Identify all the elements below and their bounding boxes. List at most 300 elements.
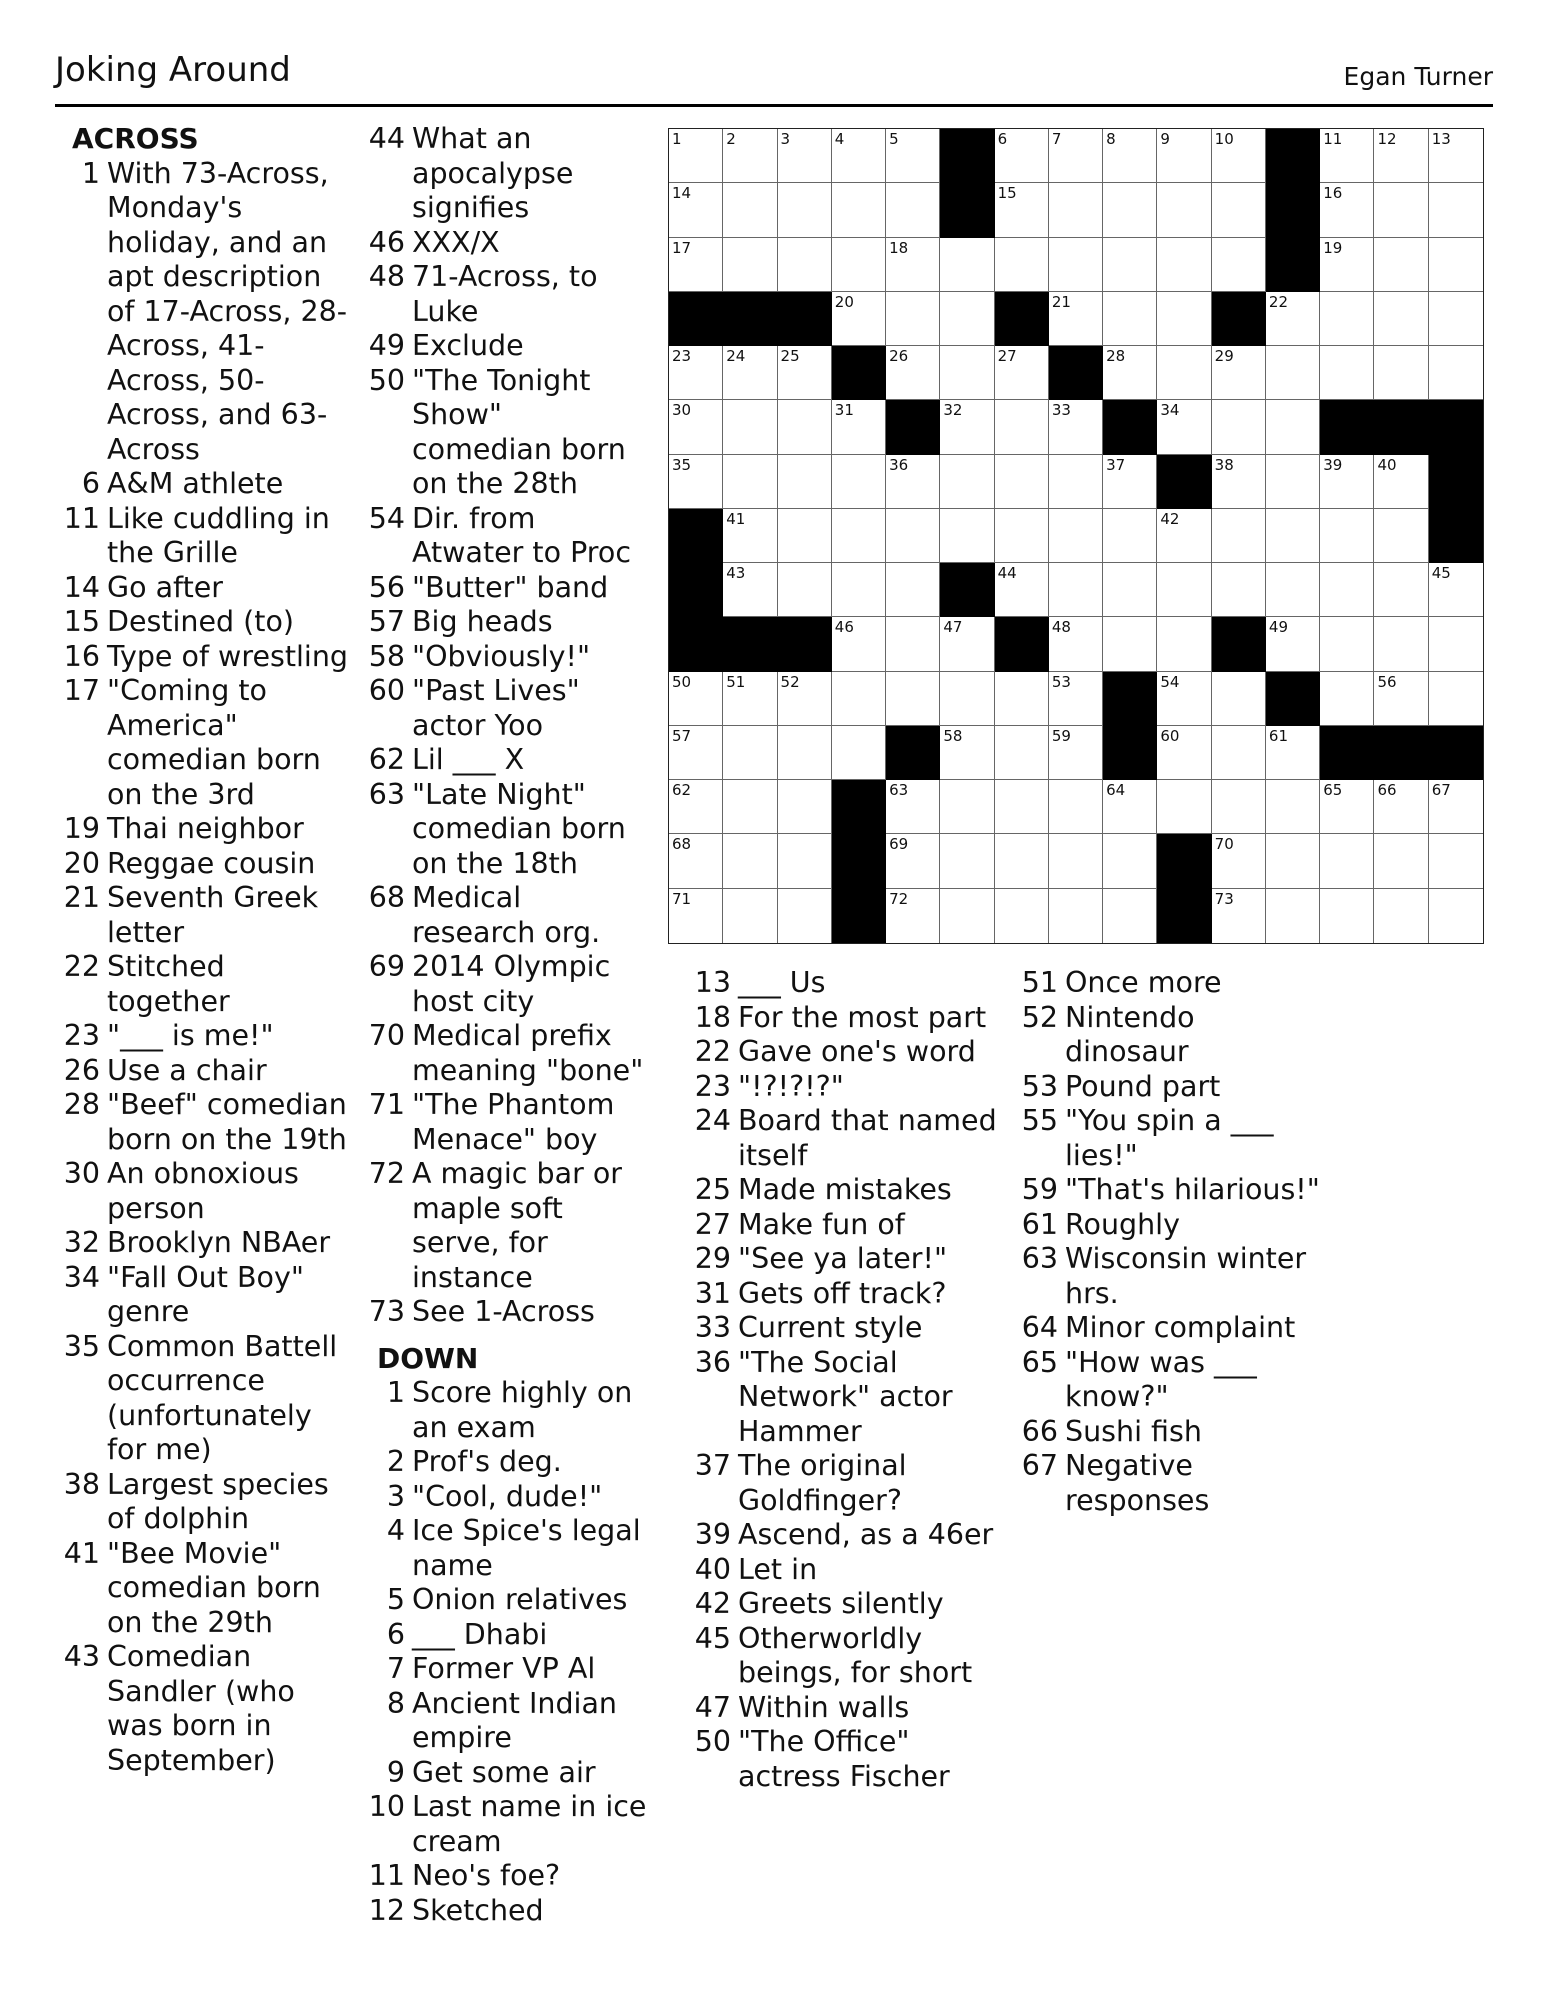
grid-cell[interactable] xyxy=(1049,889,1103,943)
across-clue xyxy=(367,950,647,1019)
grid-cell[interactable] xyxy=(940,509,994,563)
grid-cell[interactable] xyxy=(1320,509,1374,563)
grid-cell[interactable] xyxy=(1212,346,1266,400)
clue-text: Reggae cousin xyxy=(107,846,316,880)
grid-cell[interactable] xyxy=(1374,617,1428,671)
grid-cell[interactable] xyxy=(1374,238,1428,292)
grid-cell[interactable] xyxy=(723,780,777,834)
grid-cell[interactable] xyxy=(1320,563,1374,617)
clue-text: "See ya later!" xyxy=(738,1242,948,1275)
grid-cell[interactable] xyxy=(832,183,886,237)
cell-number: 18 xyxy=(889,238,909,257)
grid-cell[interactable] xyxy=(1374,834,1428,888)
grid-cell[interactable] xyxy=(995,183,1049,237)
across-clue xyxy=(62,847,352,882)
grid-cell[interactable] xyxy=(669,400,723,454)
clue-number: 70 xyxy=(368,1019,405,1052)
grid-cell[interactable] xyxy=(1320,129,1374,183)
across-clue xyxy=(62,467,352,502)
grid-cell[interactable] xyxy=(1266,400,1320,454)
cell-number: 31 xyxy=(834,401,854,420)
grid-cell[interactable] xyxy=(995,563,1049,617)
grid-cell[interactable] xyxy=(1103,455,1157,509)
grid-cell[interactable] xyxy=(723,238,777,292)
grid-cell[interactable] xyxy=(669,672,723,726)
clue-text: Minor complaint xyxy=(1065,1311,1296,1344)
grid-cell[interactable] xyxy=(1374,292,1428,346)
grid-cell[interactable] xyxy=(832,400,886,454)
down-clue xyxy=(1020,1173,1320,1208)
grid-cell[interactable] xyxy=(1157,183,1211,237)
clue-number: 38 xyxy=(63,1467,100,1501)
grid-cell[interactable] xyxy=(1103,292,1157,346)
clue-text: Last name in ice cream xyxy=(412,1790,647,1858)
cell-number: 24 xyxy=(726,347,746,366)
clue-text: Lil ___ X xyxy=(412,743,525,776)
down-clue xyxy=(367,1652,647,1687)
grid-cell[interactable] xyxy=(778,238,832,292)
grid-cell[interactable] xyxy=(1049,672,1103,726)
grid-cell[interactable] xyxy=(1049,455,1103,509)
grid-cell[interactable] xyxy=(1429,672,1483,726)
grid-cell[interactable] xyxy=(1103,183,1157,237)
grid-cell[interactable] xyxy=(1049,400,1103,454)
grid-cell[interactable] xyxy=(1049,238,1103,292)
grid-cell[interactable] xyxy=(1266,617,1320,671)
grid-cell[interactable] xyxy=(1320,183,1374,237)
grid-cell[interactable] xyxy=(995,346,1049,400)
clue-column-4 xyxy=(1020,966,1320,1518)
grid-cell[interactable] xyxy=(669,889,723,943)
grid-cell[interactable] xyxy=(1157,672,1211,726)
down-clue xyxy=(1020,1001,1320,1070)
grid-cell[interactable] xyxy=(1374,346,1428,400)
clue-text: Greets silently xyxy=(738,1587,944,1620)
grid-cell[interactable] xyxy=(1157,726,1211,780)
grid-cell[interactable] xyxy=(832,617,886,671)
grid-cell[interactable] xyxy=(1212,400,1266,454)
grid-cell[interactable] xyxy=(1157,238,1211,292)
grid-cell[interactable] xyxy=(886,509,940,563)
grid-cell[interactable] xyxy=(940,346,994,400)
clue-text: Exclude xyxy=(412,329,524,362)
grid-cell[interactable] xyxy=(886,183,940,237)
black-square xyxy=(995,617,1049,671)
grid-cell[interactable] xyxy=(1320,292,1374,346)
grid-cell[interactable] xyxy=(1266,509,1320,563)
grid-cell[interactable] xyxy=(778,400,832,454)
clue-text: Onion relatives xyxy=(412,1583,628,1616)
down-clue xyxy=(1020,1415,1320,1450)
clue-number: 7 xyxy=(386,1652,405,1685)
down-clue xyxy=(693,1070,1013,1105)
grid-cell[interactable] xyxy=(1374,129,1428,183)
clue-number: 73 xyxy=(368,1295,405,1328)
clue-number: 60 xyxy=(368,674,405,707)
grid-cell[interactable] xyxy=(778,509,832,563)
grid-cell[interactable] xyxy=(1103,238,1157,292)
grid-cell[interactable] xyxy=(1157,292,1211,346)
cell-number: 41 xyxy=(726,509,746,528)
grid-cell[interactable] xyxy=(1157,617,1211,671)
clue-number: 63 xyxy=(368,777,405,811)
clue-number: 36 xyxy=(694,1345,731,1379)
grid-cell[interactable] xyxy=(723,509,777,563)
clue-text: Medical research org. xyxy=(412,881,601,949)
down-clue xyxy=(367,1583,647,1618)
grid-cell[interactable] xyxy=(886,834,940,888)
grid-cell[interactable] xyxy=(1049,292,1103,346)
across-clue xyxy=(367,571,647,606)
black-square xyxy=(1157,834,1211,888)
down-clue xyxy=(693,1725,1013,1794)
clue-text: Common Battell occurrence (unfortunately for me) xyxy=(107,1329,338,1466)
grid-cell[interactable] xyxy=(1049,780,1103,834)
grid-cell[interactable] xyxy=(940,780,994,834)
across-clue xyxy=(62,1054,352,1089)
grid-cell[interactable] xyxy=(1320,672,1374,726)
grid-cell[interactable] xyxy=(1212,563,1266,617)
clue-text: Neo's foe? xyxy=(412,1859,561,1892)
grid-cell[interactable] xyxy=(1103,129,1157,183)
black-square xyxy=(669,509,723,563)
grid-cell[interactable] xyxy=(669,455,723,509)
cell-number: 35 xyxy=(672,455,692,474)
grid-cell[interactable] xyxy=(723,889,777,943)
clue-number: 29 xyxy=(694,1242,731,1275)
grid-cell[interactable] xyxy=(1429,834,1483,888)
cell-number: 73 xyxy=(1214,889,1234,908)
grid-cell[interactable] xyxy=(1049,834,1103,888)
grid-cell[interactable] xyxy=(1266,455,1320,509)
grid-cell[interactable] xyxy=(1320,889,1374,943)
cell-number: 25 xyxy=(780,347,800,366)
cell-number: 66 xyxy=(1377,781,1397,800)
clue-number: 65 xyxy=(1021,1345,1058,1379)
grid-cell[interactable] xyxy=(723,400,777,454)
grid-cell[interactable] xyxy=(1266,889,1320,943)
cell-number: 56 xyxy=(1377,672,1397,691)
grid-cell[interactable] xyxy=(940,455,994,509)
clue-number: 49 xyxy=(368,329,405,362)
grid-cell[interactable] xyxy=(832,455,886,509)
grid-cell[interactable] xyxy=(1320,455,1374,509)
grid-cell[interactable] xyxy=(886,889,940,943)
clue-number: 59 xyxy=(1021,1173,1058,1206)
across-clue xyxy=(367,743,647,778)
grid-cell[interactable] xyxy=(832,726,886,780)
grid-cell[interactable] xyxy=(886,346,940,400)
grid-cell[interactable] xyxy=(1266,346,1320,400)
grid-cell[interactable] xyxy=(995,726,1049,780)
grid-cell[interactable] xyxy=(832,563,886,617)
grid-cell[interactable] xyxy=(1049,509,1103,563)
clue-number: 44 xyxy=(368,122,405,155)
grid-cell[interactable] xyxy=(1212,672,1266,726)
grid-cell[interactable] xyxy=(1429,563,1483,617)
grid-cell[interactable] xyxy=(1103,346,1157,400)
grid-cell[interactable] xyxy=(1429,346,1483,400)
grid-cell[interactable] xyxy=(1374,509,1428,563)
clue-number: 33 xyxy=(694,1311,731,1344)
clue-text: Former VP Al xyxy=(412,1652,596,1685)
grid-cell[interactable] xyxy=(1429,292,1483,346)
grid-cell[interactable] xyxy=(1374,455,1428,509)
grid-cell[interactable] xyxy=(1157,129,1211,183)
down-clue xyxy=(367,1687,647,1756)
cell-number: 36 xyxy=(889,455,909,474)
puzzle-title: Joking Around xyxy=(55,50,291,90)
grid-cell[interactable] xyxy=(995,672,1049,726)
grid-cell[interactable] xyxy=(995,834,1049,888)
down-clue xyxy=(693,1518,1013,1553)
black-square xyxy=(1429,726,1483,780)
grid-cell[interactable] xyxy=(940,672,994,726)
black-square xyxy=(1157,889,1211,943)
grid-cell[interactable] xyxy=(995,129,1049,183)
grid-cell[interactable] xyxy=(723,129,777,183)
grid-cell[interactable] xyxy=(886,129,940,183)
grid-cell[interactable] xyxy=(669,726,723,780)
cell-number: 11 xyxy=(1323,130,1343,148)
grid-cell[interactable] xyxy=(940,889,994,943)
clue-number: 62 xyxy=(368,743,405,776)
grid-cell[interactable] xyxy=(723,183,777,237)
grid-cell[interactable] xyxy=(995,780,1049,834)
clue-number: 71 xyxy=(368,1088,405,1121)
cell-number: 46 xyxy=(834,618,854,637)
black-square xyxy=(940,183,994,237)
across-clue xyxy=(367,674,647,743)
grid-cell[interactable] xyxy=(778,455,832,509)
black-square xyxy=(1103,400,1157,454)
grid-cell[interactable] xyxy=(669,183,723,237)
grid-cell[interactable] xyxy=(832,292,886,346)
grid-cell[interactable] xyxy=(669,129,723,183)
grid-cell[interactable] xyxy=(669,834,723,888)
down-clue xyxy=(1020,1311,1320,1346)
grid-cell[interactable] xyxy=(1049,183,1103,237)
clue-number: 64 xyxy=(1021,1311,1058,1344)
grid-cell[interactable] xyxy=(1320,238,1374,292)
grid-cell[interactable] xyxy=(723,834,777,888)
grid-cell[interactable] xyxy=(1320,346,1374,400)
grid-cell[interactable] xyxy=(778,726,832,780)
grid-cell[interactable] xyxy=(832,672,886,726)
clue-number: 1 xyxy=(81,156,100,190)
clue-text: Board that named itself xyxy=(738,1104,997,1172)
grid-cell[interactable] xyxy=(1212,726,1266,780)
grid-cell[interactable] xyxy=(778,563,832,617)
grid-cell[interactable] xyxy=(886,563,940,617)
clue-number: 6 xyxy=(81,467,100,500)
grid-cell[interactable] xyxy=(1374,563,1428,617)
cell-number: 14 xyxy=(672,184,692,203)
down-clue-list-end xyxy=(1020,966,1320,1518)
grid-cell[interactable] xyxy=(1049,617,1103,671)
black-square xyxy=(886,400,940,454)
clue-number: 1 xyxy=(386,1376,405,1409)
grid-cell[interactable] xyxy=(723,455,777,509)
grid-cell[interactable] xyxy=(995,238,1049,292)
grid-cell[interactable] xyxy=(1157,563,1211,617)
grid-cell[interactable] xyxy=(1320,617,1374,671)
grid-cell[interactable] xyxy=(778,183,832,237)
cell-number: 26 xyxy=(889,347,909,366)
clue-text: Dir. from Atwater to Proc xyxy=(412,501,631,569)
grid-cell[interactable] xyxy=(1374,672,1428,726)
grid-cell[interactable] xyxy=(1103,617,1157,671)
grid-cell[interactable] xyxy=(669,780,723,834)
grid-cell[interactable] xyxy=(1429,238,1483,292)
grid-cell[interactable] xyxy=(1103,889,1157,943)
across-clue-list xyxy=(62,157,352,1779)
grid-cell[interactable] xyxy=(723,672,777,726)
down-clue xyxy=(367,1514,647,1583)
across-clue xyxy=(367,122,647,226)
grid-cell[interactable] xyxy=(832,238,886,292)
clue-text: See 1-Across xyxy=(412,1295,595,1328)
down-clue xyxy=(1020,1346,1320,1415)
clue-number: 50 xyxy=(368,363,405,397)
grid-cell[interactable] xyxy=(1320,780,1374,834)
down-clue xyxy=(367,1376,647,1445)
clue-text: Comedian Sandler (who was born in September) xyxy=(107,1640,295,1777)
cell-number: 67 xyxy=(1431,781,1451,800)
clue-column-2 xyxy=(367,122,647,1928)
grid-cell[interactable] xyxy=(1157,509,1211,563)
grid-cell[interactable] xyxy=(1266,834,1320,888)
clue-text: "The Social Network" actor Hammer xyxy=(738,1345,953,1448)
grid-cell[interactable] xyxy=(1157,780,1211,834)
grid-cell[interactable] xyxy=(1212,889,1266,943)
clue-text: Made mistakes xyxy=(738,1173,952,1206)
grid-cell[interactable] xyxy=(723,726,777,780)
grid-cell[interactable] xyxy=(886,672,940,726)
down-clue xyxy=(693,1587,1013,1622)
grid-cell[interactable] xyxy=(1429,183,1483,237)
grid-cell[interactable] xyxy=(1212,455,1266,509)
grid-cell[interactable] xyxy=(1266,780,1320,834)
clue-text: "You spin a ___ lies!" xyxy=(1065,1104,1274,1172)
grid-cell[interactable] xyxy=(1212,129,1266,183)
down-clue xyxy=(693,1035,1013,1070)
grid-cell[interactable] xyxy=(940,238,994,292)
grid-cell[interactable] xyxy=(778,834,832,888)
grid-cell[interactable] xyxy=(1266,563,1320,617)
grid-cell[interactable] xyxy=(669,346,723,400)
grid-cell[interactable] xyxy=(1049,726,1103,780)
grid-cell[interactable] xyxy=(778,889,832,943)
grid-cell[interactable] xyxy=(1212,238,1266,292)
grid-cell[interactable] xyxy=(1049,563,1103,617)
clue-number: 5 xyxy=(386,1583,405,1616)
grid-cell[interactable] xyxy=(940,400,994,454)
grid-cell[interactable] xyxy=(1429,129,1483,183)
clue-text: "___ is me!" xyxy=(107,1019,274,1052)
grid-cell[interactable] xyxy=(995,509,1049,563)
grid-cell[interactable] xyxy=(778,672,832,726)
grid-cell[interactable] xyxy=(1320,834,1374,888)
grid-cell[interactable] xyxy=(1429,617,1483,671)
grid-cell[interactable] xyxy=(886,455,940,509)
grid-cell[interactable] xyxy=(995,400,1049,454)
clue-text: "The Phantom Menace" boy xyxy=(412,1088,615,1156)
across-clue xyxy=(62,1468,352,1537)
clue-text: Let in xyxy=(738,1552,818,1586)
clue-number: 23 xyxy=(63,1019,100,1052)
grid-cell[interactable] xyxy=(886,780,940,834)
clue-text: "Obviously!" xyxy=(412,639,591,673)
grid-cell[interactable] xyxy=(1103,509,1157,563)
grid-cell[interactable] xyxy=(995,889,1049,943)
clue-number: 47 xyxy=(694,1690,731,1724)
grid-cell[interactable] xyxy=(832,129,886,183)
grid-cell[interactable] xyxy=(1157,400,1211,454)
grid-cell[interactable] xyxy=(778,780,832,834)
grid-cell[interactable] xyxy=(886,238,940,292)
grid-cell[interactable] xyxy=(1374,183,1428,237)
grid-cell[interactable] xyxy=(723,563,777,617)
grid-cell[interactable] xyxy=(1212,834,1266,888)
across-clue xyxy=(367,260,647,329)
across-clue xyxy=(367,778,647,882)
across-clue xyxy=(62,502,352,571)
grid-cell[interactable] xyxy=(1049,129,1103,183)
grid-cell[interactable] xyxy=(1212,509,1266,563)
clue-text: Seventh Greek letter xyxy=(107,881,319,949)
grid-cell[interactable] xyxy=(832,509,886,563)
black-square xyxy=(669,292,723,346)
grid-cell[interactable] xyxy=(886,617,940,671)
grid-cell[interactable] xyxy=(669,238,723,292)
across-clue xyxy=(62,1640,352,1778)
grid-cell[interactable] xyxy=(1212,183,1266,237)
grid-cell[interactable] xyxy=(1374,889,1428,943)
down-clue xyxy=(1020,1449,1320,1518)
down-clue xyxy=(1020,1070,1320,1105)
grid-cell[interactable] xyxy=(1374,780,1428,834)
grid-cell[interactable] xyxy=(940,834,994,888)
clue-text: "How was ___ know?" xyxy=(1065,1345,1257,1413)
cell-number: 47 xyxy=(943,618,963,637)
clue-number: 9 xyxy=(386,1755,405,1789)
grid-cell[interactable] xyxy=(940,726,994,780)
across-heading: ACROSS xyxy=(72,122,199,155)
grid-cell[interactable] xyxy=(1212,780,1266,834)
grid-cell[interactable] xyxy=(1103,780,1157,834)
across-clue xyxy=(62,1226,352,1261)
grid-cell[interactable] xyxy=(723,346,777,400)
grid-cell[interactable] xyxy=(778,129,832,183)
grid-cell[interactable] xyxy=(1429,780,1483,834)
grid-cell[interactable] xyxy=(1103,834,1157,888)
grid-cell[interactable] xyxy=(1429,889,1483,943)
cell-number: 63 xyxy=(889,781,909,800)
grid-cell[interactable] xyxy=(995,455,1049,509)
grid-cell[interactable] xyxy=(940,292,994,346)
clue-text: "Fall Out Boy" genre xyxy=(107,1260,304,1328)
grid-cell[interactable] xyxy=(1266,292,1320,346)
black-square xyxy=(1157,455,1211,509)
cell-number: 7 xyxy=(1051,130,1062,148)
grid-cell[interactable] xyxy=(778,346,832,400)
grid-cell[interactable] xyxy=(886,292,940,346)
grid-cell[interactable] xyxy=(1157,346,1211,400)
grid-cell[interactable] xyxy=(940,617,994,671)
grid-cell[interactable] xyxy=(1103,563,1157,617)
grid-cell[interactable] xyxy=(1266,726,1320,780)
